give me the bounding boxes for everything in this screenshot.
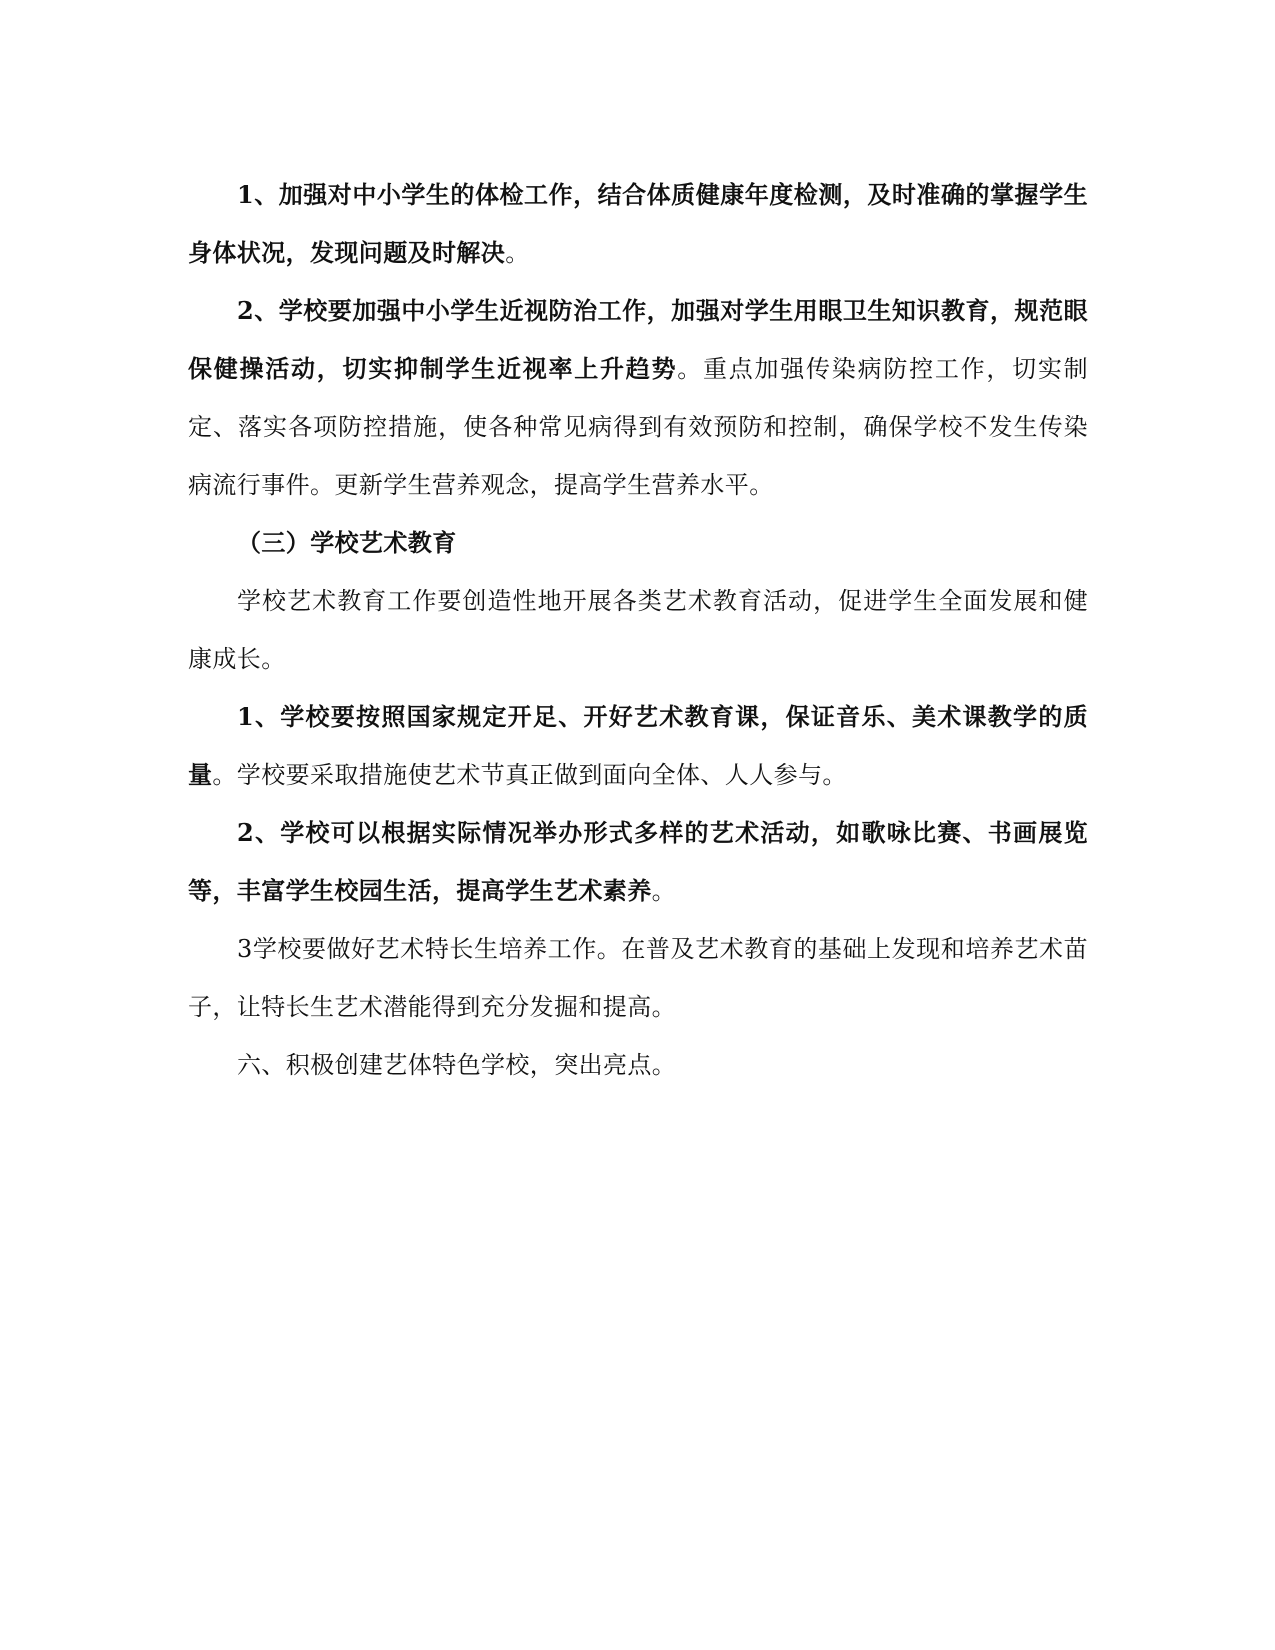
paragraph-bold-text: 1、加强对中小学生的体检工作，结合体质健康年度检测，及时准确的掌握学生身体状况，发现问题及时解决	[188, 180, 1088, 267]
paragraph-bold-text: 2、学校可以根据实际情况举办形式多样的艺术活动，如歌咏比赛、书画展览等，丰富学生校园生活，提高学生艺术素养	[188, 818, 1088, 905]
paragraph-normal-text: 学校艺术教育工作要创造性地开展各类艺术教育活动，促进学生全面发展和健康成长。	[188, 587, 1088, 673]
paragraph-art-courses	[188, 688, 1088, 804]
paragraph-normal-text: 。学校要采取措施使艺术节真正做到面向全体、人人参与。	[212, 761, 847, 789]
paragraph-normal-text: 。重点加强传染病防控工作，切实制定、落实各项防控措施，使各种常见病得到有效预防和控制，确保学校不发生传染病流行事件。更新学生营养观念，提高学生营养水平。	[188, 355, 1088, 499]
heading-text: （三）学校艺术教育	[237, 528, 457, 557]
paragraph-normal-text: 3学校要做好艺术特长生培养工作。在普及艺术教育的基础上发现和培养艺术苗子，让特长生艺术潜能得到充分发掘和提高。	[188, 935, 1088, 1021]
paragraph-art-activities	[188, 804, 1088, 920]
paragraph-normal-text: 。	[651, 877, 677, 905]
paragraph-normal-text: 。	[505, 239, 530, 267]
document-body	[188, 166, 1088, 1094]
paragraph-bold-text: 2、学校要加强中小学生近视防治工作，加强对学生用眼卫生知识教育，规范眼保健操活动，切实抑制学生近视率上升趋势	[188, 296, 1088, 383]
paragraph-special-school	[188, 1036, 1088, 1094]
paragraph-bold-text: 1、学校要按照国家规定开足、开好艺术教育课，保证音乐、美术课教学的质量	[188, 702, 1088, 789]
paragraph-myopia-prevention	[188, 282, 1088, 514]
paragraph-talent-training	[188, 920, 1088, 1036]
section-heading-art-education	[188, 514, 1088, 572]
paragraph-art-intro	[188, 572, 1088, 688]
paragraph-health-checkup	[188, 166, 1088, 282]
paragraph-normal-text: 六、积极创建艺体特色学校，突出亮点。	[237, 1051, 677, 1079]
